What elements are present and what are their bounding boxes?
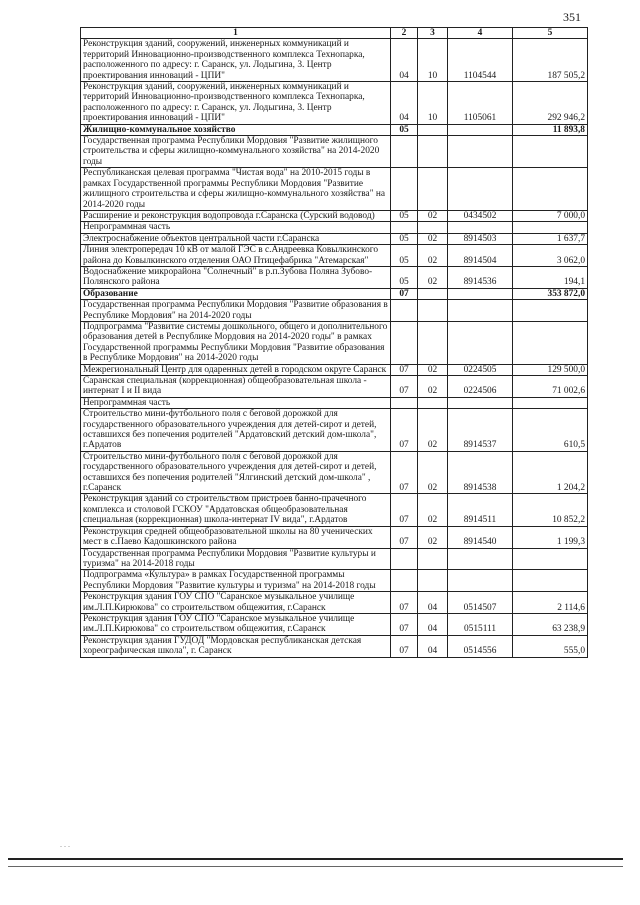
row-subsection (418, 321, 448, 364)
header-col-1: 1 (81, 28, 391, 39)
row-amount: 63 238,9 (513, 613, 588, 635)
row-target-code: 0514556 (448, 635, 513, 657)
table-row (81, 494, 588, 526)
row-name: Реконструкция здания ГОУ СПО "Саранское музыкальное училище им.Л.П.Кирюкова" со строительством общежития, г.Саранск (81, 592, 391, 614)
row-name: Расширение и реконструкция водопровода г.Саранска (Сурский водовод) (81, 210, 391, 221)
row-amount (513, 136, 588, 168)
row-subsection: 02 (418, 245, 448, 267)
row-target-code (448, 136, 513, 168)
row-target-code: 1105061 (448, 82, 513, 125)
row-section: 04 (391, 39, 418, 82)
row-amount: 194,1 (513, 266, 588, 288)
row-subsection: 02 (418, 364, 448, 375)
row-name: Подпрограмма "Развитие системы дошкольного, общего и дополнительного образования детей в Республике Мордовия на 2014-2020 годы" в рамках Государственной программы Республики Мордовия "Развитие образования в Республике Мордовия" на 2014-2020 годы (81, 321, 391, 364)
table-row (81, 288, 588, 299)
row-amount: 129 500,0 (513, 364, 588, 375)
row-amount: 7 000,0 (513, 210, 588, 221)
row-name: Строительство мини-футбольного поля с беговой дорожкой для государственного образовательного учреждения для детей-сирот и детей, оставшихся без попечения родителей "Ардатовский детский дом-школа", г.Ардатов (81, 409, 391, 452)
row-target-code: 0224506 (448, 376, 513, 398)
row-name: Реконструкция зданий, сооружений, инженерных коммуникаций и территорий Инновационно-производственного комплекса Технопарка, расположенного по адресу: г. Саранск, ул. Лодыгина, 3. Центр проектирования инноваций - ЦПИ" (81, 82, 391, 125)
row-section: 07 (391, 409, 418, 452)
row-section: 07 (391, 526, 418, 548)
table-row (81, 570, 588, 592)
table-row (81, 364, 588, 375)
row-target-code (448, 548, 513, 570)
row-section: 05 (391, 210, 418, 221)
header-col-3: 3 (418, 28, 448, 39)
row-target-code (448, 397, 513, 408)
row-subsection: 02 (418, 526, 448, 548)
row-amount: 187 505,2 (513, 39, 588, 82)
header-col-5: 5 (513, 28, 588, 39)
row-amount: 1 204,2 (513, 451, 588, 494)
row-target-code: 1104544 (448, 39, 513, 82)
row-target-code: 8914540 (448, 526, 513, 548)
row-name: Строительство мини-футбольного поля с беговой дорожкой для государственного образовательного учреждения для детей-сирот и детей, оставшихся без попечения родителей "Ялгинский детский дом-школа" , г.Саранск (81, 451, 391, 494)
row-name: Электроснабжение объектов центральной части г.Саранска (81, 233, 391, 244)
row-target-code: 8914536 (448, 266, 513, 288)
table-row (81, 397, 588, 408)
row-subsection: 02 (418, 451, 448, 494)
header-col-2: 2 (391, 28, 418, 39)
row-amount: 3 062,0 (513, 245, 588, 267)
table-row (81, 245, 588, 267)
row-amount: 71 002,6 (513, 376, 588, 398)
row-subsection: 02 (418, 494, 448, 526)
row-name: Образование (81, 288, 391, 299)
row-subsection (418, 222, 448, 233)
row-name: Государственная программа Республики Мордовия "Развитие образования в Республике Мордовия" на 2014-2020 годы (81, 300, 391, 322)
row-subsection: 04 (418, 635, 448, 657)
row-name: Саранская специальная (коррекционная) общеобразовательная школа - интернат I и II вида (81, 376, 391, 398)
row-subsection (418, 136, 448, 168)
row-section (391, 168, 418, 211)
row-subsection (418, 288, 448, 299)
row-subsection (418, 300, 448, 322)
row-name: Реконструкция средней общеобразовательной школы на 80 ученических мест в с.Паево Кадошкинского района (81, 526, 391, 548)
table-row (81, 222, 588, 233)
row-section (391, 222, 418, 233)
table-row (81, 376, 588, 398)
row-name: Линия электропередач 10 кВ от малой ГЭС в с.Андреевка Ковылкинского района до Ковылкинского отделения ОАО Птицефабрика "Атемарская" (81, 245, 391, 267)
row-section (391, 300, 418, 322)
row-target-code: 8914537 (448, 409, 513, 452)
row-name: Государственная программа Республики Мордовия "Развитие культуры и туризма" на 2014-2018 годы (81, 548, 391, 570)
row-section: 07 (391, 592, 418, 614)
row-name: Республиканская целевая программа "Чистая вода" на 2010-2015 годы в рамках Государственной программы Республики Мордовия "Развитие жилищного строительства и сферы жилищно-коммунального хозяйства" на 2014-2020 годы (81, 168, 391, 211)
row-subsection (418, 397, 448, 408)
row-subsection: 10 (418, 39, 448, 82)
row-target-code: 8914504 (448, 245, 513, 267)
row-name: Государственная программа Республики Мордовия "Развитие жилищного строительства и сферы жилищно-коммунального хозяйства" на 2014-2020 годы (81, 136, 391, 168)
row-section: 07 (391, 613, 418, 635)
row-target-code (448, 570, 513, 592)
row-section: 05 (391, 266, 418, 288)
row-section (391, 321, 418, 364)
row-amount: 353 872,0 (513, 288, 588, 299)
row-name: Реконструкция зданий со строительством пристроев банно-прачечного комплекса и столовой ГСКОУ "Ардатовская общеобразовательная специальная (коррекционная) школа-интернат IV вида", г.Ардатов (81, 494, 391, 526)
scan-artifact: . . . (60, 840, 70, 849)
table-row (81, 82, 588, 125)
row-amount (513, 300, 588, 322)
row-subsection: 02 (418, 233, 448, 244)
row-subsection: 04 (418, 613, 448, 635)
row-subsection: 10 (418, 82, 448, 125)
row-amount: 292 946,2 (513, 82, 588, 125)
table-row (81, 300, 588, 322)
footer-rule-thin (8, 866, 623, 867)
row-subsection: 04 (418, 592, 448, 614)
row-amount: 2 114,6 (513, 592, 588, 614)
row-subsection: 02 (418, 266, 448, 288)
row-target-code (448, 321, 513, 364)
row-target-code: 0514507 (448, 592, 513, 614)
row-name: Жилищно-коммунальное хозяйство (81, 124, 391, 135)
row-target-code (448, 168, 513, 211)
table-row (81, 233, 588, 244)
row-amount: 610,5 (513, 409, 588, 452)
row-amount: 1 637,7 (513, 233, 588, 244)
row-subsection: 02 (418, 210, 448, 221)
row-section: 07 (391, 451, 418, 494)
row-amount (513, 570, 588, 592)
row-target-code (448, 124, 513, 135)
row-section: 05 (391, 233, 418, 244)
row-target-code: 0224505 (448, 364, 513, 375)
page-number: 351 (563, 10, 581, 24)
row-name: Реконструкция здания ГУДОД "Мордовская республиканская детская хореографическая школа", г. Саранск (81, 635, 391, 657)
row-target-code: 0515111 (448, 613, 513, 635)
row-target-code: 8914538 (448, 451, 513, 494)
header-col-4: 4 (448, 28, 513, 39)
row-amount: 555,0 (513, 635, 588, 657)
table-row (81, 592, 588, 614)
table-row (81, 613, 588, 635)
row-subsection (418, 168, 448, 211)
row-section: 05 (391, 245, 418, 267)
table-row (81, 451, 588, 494)
row-subsection (418, 124, 448, 135)
row-subsection (418, 570, 448, 592)
row-amount (513, 397, 588, 408)
row-name: Реконструкция зданий, сооружений, инженерных коммуникаций и территорий Инновационно-производственного комплекса Технопарка, расположенного по адресу: г. Саранск, ул. Лодыгина, 3. Центр проектирования инноваций - ЦПИ" (81, 39, 391, 82)
row-target-code (448, 222, 513, 233)
table-row (81, 210, 588, 221)
table-row (81, 526, 588, 548)
row-section: 07 (391, 494, 418, 526)
row-name: Водоснабжение микрорайона "Солнечный" в р.п.Зубова Поляна Зубово-Полянского района (81, 266, 391, 288)
row-section (391, 397, 418, 408)
budget-table (80, 27, 588, 658)
table-row (81, 124, 588, 135)
row-section: 05 (391, 124, 418, 135)
row-name: Непрограммная часть (81, 222, 391, 233)
table-row (81, 39, 588, 82)
row-name: Реконструкция здания ГОУ СПО "Саранское музыкальное училище им.Л.П.Кирюкова" со строительством общежития, г.Саранск (81, 613, 391, 635)
row-amount: 1 199,3 (513, 526, 588, 548)
row-amount (513, 548, 588, 570)
table-row (81, 321, 588, 364)
row-amount: 10 852,2 (513, 494, 588, 526)
table-header-row (81, 28, 588, 39)
row-amount (513, 168, 588, 211)
row-section: 07 (391, 376, 418, 398)
table-row (81, 266, 588, 288)
row-name: Непрограммная часть (81, 397, 391, 408)
row-section: 07 (391, 364, 418, 375)
row-section (391, 548, 418, 570)
row-target-code: 0434502 (448, 210, 513, 221)
row-subsection: 02 (418, 376, 448, 398)
table-row (81, 409, 588, 452)
row-target-code: 8914511 (448, 494, 513, 526)
row-section (391, 136, 418, 168)
row-target-code: 8914503 (448, 233, 513, 244)
row-subsection: 02 (418, 409, 448, 452)
table-row (81, 136, 588, 168)
row-target-code (448, 288, 513, 299)
row-section: 07 (391, 288, 418, 299)
row-target-code (448, 300, 513, 322)
row-section (391, 570, 418, 592)
table-row (81, 168, 588, 211)
row-name: Межрегиональный Центр для одаренных детей в городском округе Саранск (81, 364, 391, 375)
footer-rule (8, 858, 623, 860)
row-name: Подпрограмма «Культура» в рамках Государственной программы Республики Мордовия "Развитие культуры и туризма" на 2014-2018 годы (81, 570, 391, 592)
table-row (81, 635, 588, 657)
table-row (81, 548, 588, 570)
row-section: 07 (391, 635, 418, 657)
row-amount (513, 321, 588, 364)
row-amount: 11 893,8 (513, 124, 588, 135)
row-amount (513, 222, 588, 233)
row-section: 04 (391, 82, 418, 125)
row-subsection (418, 548, 448, 570)
